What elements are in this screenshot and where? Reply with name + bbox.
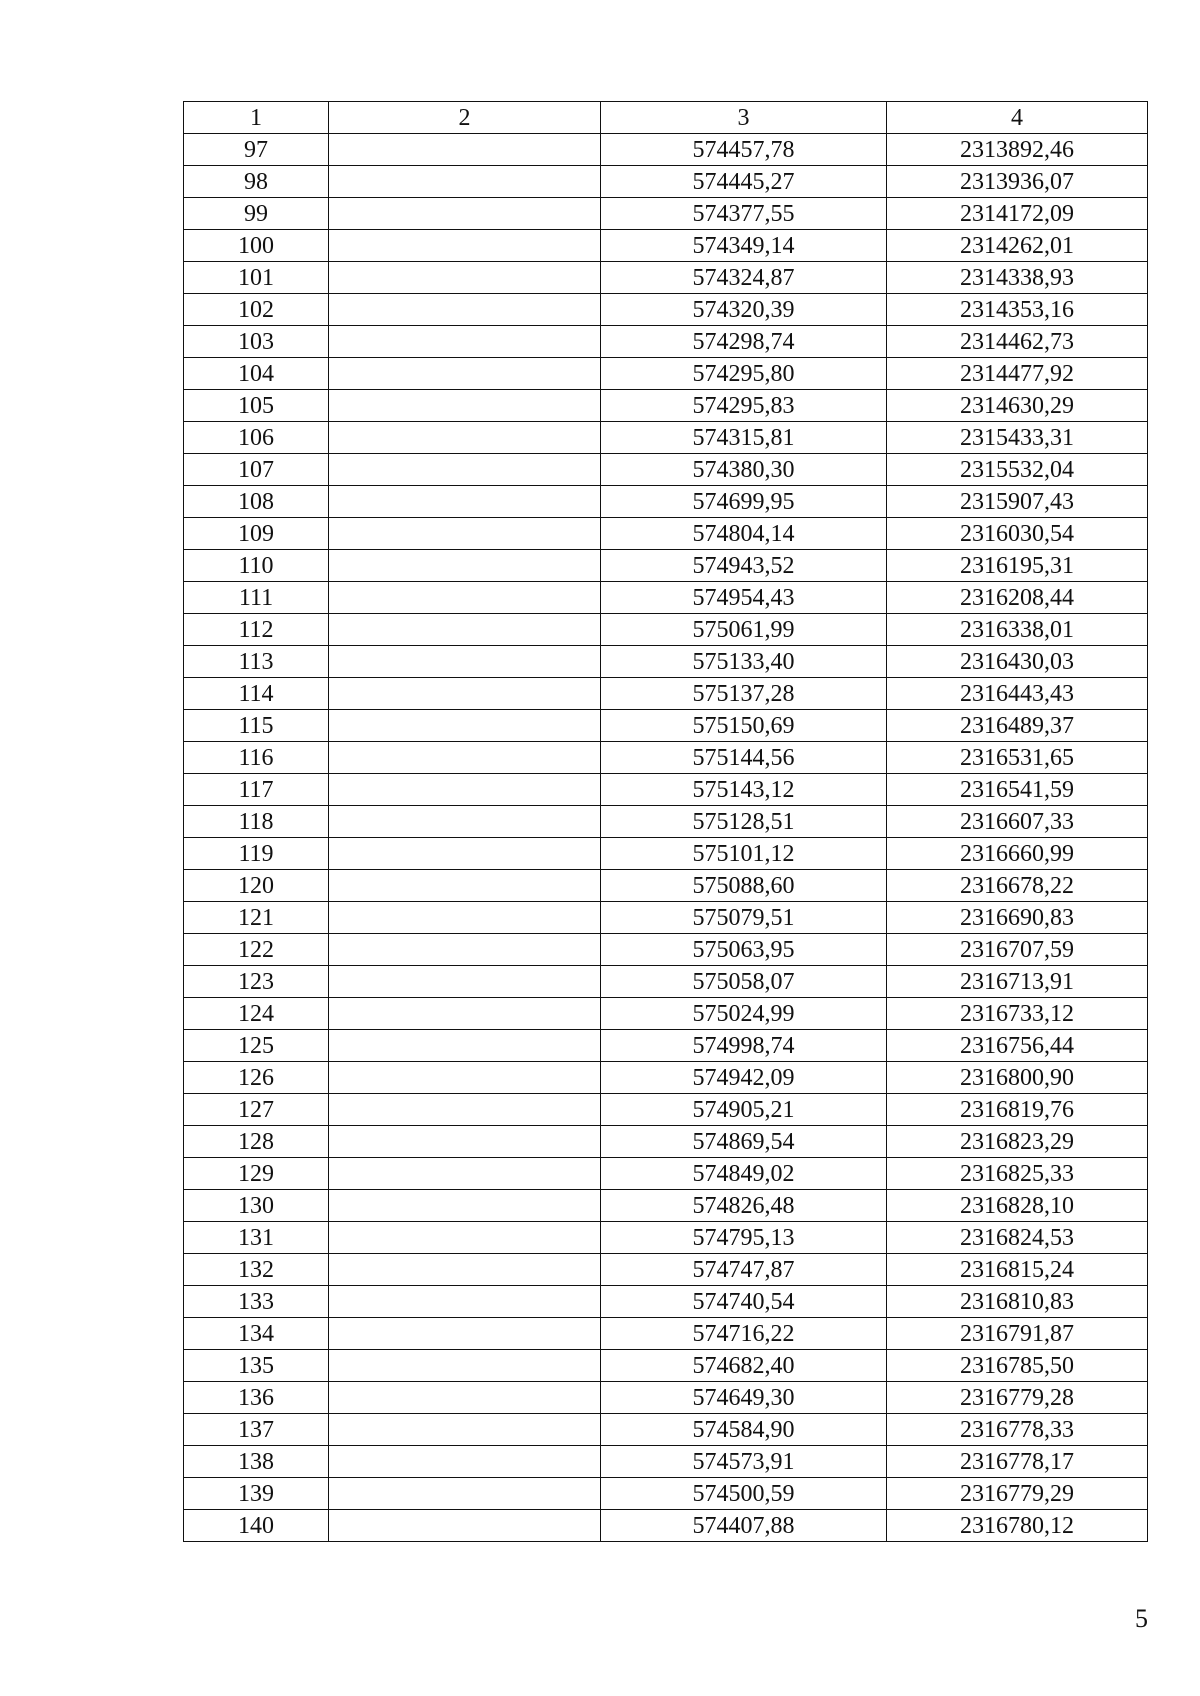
x-coordinate-cell: 574826,48 bbox=[601, 1190, 887, 1222]
x-coordinate-cell: 574380,30 bbox=[601, 454, 887, 486]
point-number-cell: 123 bbox=[184, 966, 329, 998]
x-coordinate-cell: 574954,43 bbox=[601, 582, 887, 614]
x-coordinate-cell: 574740,54 bbox=[601, 1286, 887, 1318]
point-number-cell: 103 bbox=[184, 326, 329, 358]
x-coordinate-cell: 575088,60 bbox=[601, 870, 887, 902]
x-coordinate-cell: 574407,88 bbox=[601, 1510, 887, 1542]
x-coordinate-cell: 574649,30 bbox=[601, 1382, 887, 1414]
y-coordinate-cell: 2315433,31 bbox=[887, 422, 1148, 454]
description-cell bbox=[329, 1190, 601, 1222]
y-coordinate-cell: 2316678,22 bbox=[887, 870, 1148, 902]
x-coordinate-cell: 574320,39 bbox=[601, 294, 887, 326]
description-cell bbox=[329, 358, 601, 390]
description-cell bbox=[329, 774, 601, 806]
table-row bbox=[184, 902, 1148, 934]
y-coordinate-cell: 2316810,83 bbox=[887, 1286, 1148, 1318]
table-header-row bbox=[184, 102, 1148, 134]
description-cell bbox=[329, 326, 601, 358]
y-coordinate-cell: 2313936,07 bbox=[887, 166, 1148, 198]
description-cell bbox=[329, 1350, 601, 1382]
x-coordinate-cell: 574295,80 bbox=[601, 358, 887, 390]
point-number-cell: 140 bbox=[184, 1510, 329, 1542]
x-coordinate-cell: 574324,87 bbox=[601, 262, 887, 294]
point-number-cell: 120 bbox=[184, 870, 329, 902]
x-coordinate-cell: 574315,81 bbox=[601, 422, 887, 454]
point-number-cell: 119 bbox=[184, 838, 329, 870]
point-number-cell: 136 bbox=[184, 1382, 329, 1414]
x-coordinate-cell: 574699,95 bbox=[601, 486, 887, 518]
y-coordinate-cell: 2315907,43 bbox=[887, 486, 1148, 518]
y-coordinate-cell: 2316430,03 bbox=[887, 646, 1148, 678]
table-row bbox=[184, 550, 1148, 582]
table-row bbox=[184, 1478, 1148, 1510]
table-row bbox=[184, 454, 1148, 486]
description-cell bbox=[329, 1382, 601, 1414]
point-number-cell: 114 bbox=[184, 678, 329, 710]
x-coordinate-cell: 574377,55 bbox=[601, 198, 887, 230]
point-number-cell: 122 bbox=[184, 934, 329, 966]
y-coordinate-cell: 2316779,29 bbox=[887, 1478, 1148, 1510]
point-number-cell: 124 bbox=[184, 998, 329, 1030]
x-coordinate-cell: 575061,99 bbox=[601, 614, 887, 646]
y-coordinate-cell: 2316778,33 bbox=[887, 1414, 1148, 1446]
y-coordinate-cell: 2314462,73 bbox=[887, 326, 1148, 358]
x-coordinate-cell: 574998,74 bbox=[601, 1030, 887, 1062]
y-coordinate-cell: 2316785,50 bbox=[887, 1350, 1148, 1382]
y-coordinate-cell: 2316819,76 bbox=[887, 1094, 1148, 1126]
description-cell bbox=[329, 934, 601, 966]
y-coordinate-cell: 2315532,04 bbox=[887, 454, 1148, 486]
description-cell bbox=[329, 1222, 601, 1254]
table-body bbox=[184, 134, 1148, 1542]
y-coordinate-cell: 2316030,54 bbox=[887, 518, 1148, 550]
x-coordinate-cell: 575101,12 bbox=[601, 838, 887, 870]
point-number-cell: 97 bbox=[184, 134, 329, 166]
point-number-cell: 126 bbox=[184, 1062, 329, 1094]
y-coordinate-cell: 2316828,10 bbox=[887, 1190, 1148, 1222]
point-number-cell: 105 bbox=[184, 390, 329, 422]
y-coordinate-cell: 2316823,29 bbox=[887, 1126, 1148, 1158]
point-number-cell: 107 bbox=[184, 454, 329, 486]
point-number-cell: 100 bbox=[184, 230, 329, 262]
table-row bbox=[184, 1222, 1148, 1254]
x-coordinate-cell: 574942,09 bbox=[601, 1062, 887, 1094]
x-coordinate-cell: 574573,91 bbox=[601, 1446, 887, 1478]
description-cell bbox=[329, 390, 601, 422]
point-number-cell: 118 bbox=[184, 806, 329, 838]
description-cell bbox=[329, 742, 601, 774]
description-cell bbox=[329, 966, 601, 998]
point-number-cell: 137 bbox=[184, 1414, 329, 1446]
y-coordinate-cell: 2316707,59 bbox=[887, 934, 1148, 966]
point-number-cell: 109 bbox=[184, 518, 329, 550]
description-cell bbox=[329, 582, 601, 614]
description-cell bbox=[329, 1062, 601, 1094]
description-cell bbox=[329, 230, 601, 262]
description-cell bbox=[329, 838, 601, 870]
description-cell bbox=[329, 1510, 601, 1542]
description-cell bbox=[329, 198, 601, 230]
x-coordinate-cell: 574682,40 bbox=[601, 1350, 887, 1382]
description-cell bbox=[329, 1286, 601, 1318]
table-row bbox=[184, 1382, 1148, 1414]
y-coordinate-cell: 2316780,12 bbox=[887, 1510, 1148, 1542]
table-row bbox=[184, 486, 1148, 518]
point-number-cell: 98 bbox=[184, 166, 329, 198]
x-coordinate-cell: 575137,28 bbox=[601, 678, 887, 710]
description-cell bbox=[329, 518, 601, 550]
table-row bbox=[184, 710, 1148, 742]
y-coordinate-cell: 2316690,83 bbox=[887, 902, 1148, 934]
x-coordinate-cell: 574747,87 bbox=[601, 1254, 887, 1286]
y-coordinate-cell: 2316825,33 bbox=[887, 1158, 1148, 1190]
table-row bbox=[184, 678, 1148, 710]
table-row bbox=[184, 582, 1148, 614]
x-coordinate-cell: 574804,14 bbox=[601, 518, 887, 550]
x-coordinate-cell: 574349,14 bbox=[601, 230, 887, 262]
description-cell bbox=[329, 454, 601, 486]
description-cell bbox=[329, 1478, 601, 1510]
table-row bbox=[184, 1286, 1148, 1318]
description-cell bbox=[329, 806, 601, 838]
point-number-cell: 115 bbox=[184, 710, 329, 742]
column-header-1: 1 bbox=[184, 102, 329, 134]
x-coordinate-cell: 574500,59 bbox=[601, 1478, 887, 1510]
point-number-cell: 138 bbox=[184, 1446, 329, 1478]
point-number-cell: 131 bbox=[184, 1222, 329, 1254]
x-coordinate-cell: 575128,51 bbox=[601, 806, 887, 838]
table-row bbox=[184, 742, 1148, 774]
y-coordinate-cell: 2314477,92 bbox=[887, 358, 1148, 390]
y-coordinate-cell: 2316713,91 bbox=[887, 966, 1148, 998]
point-number-cell: 101 bbox=[184, 262, 329, 294]
point-number-cell: 135 bbox=[184, 1350, 329, 1382]
table-row bbox=[184, 294, 1148, 326]
y-coordinate-cell: 2316531,65 bbox=[887, 742, 1148, 774]
point-number-cell: 125 bbox=[184, 1030, 329, 1062]
table-row bbox=[184, 614, 1148, 646]
y-coordinate-cell: 2316778,17 bbox=[887, 1446, 1148, 1478]
description-cell bbox=[329, 1030, 601, 1062]
x-coordinate-cell: 574905,21 bbox=[601, 1094, 887, 1126]
table-row bbox=[184, 1254, 1148, 1286]
point-number-cell: 121 bbox=[184, 902, 329, 934]
description-cell bbox=[329, 262, 601, 294]
description-cell bbox=[329, 1318, 601, 1350]
table-row bbox=[184, 422, 1148, 454]
point-number-cell: 112 bbox=[184, 614, 329, 646]
description-cell bbox=[329, 1254, 601, 1286]
description-cell bbox=[329, 486, 601, 518]
x-coordinate-cell: 574849,02 bbox=[601, 1158, 887, 1190]
table-row bbox=[184, 1510, 1148, 1542]
point-number-cell: 117 bbox=[184, 774, 329, 806]
description-cell bbox=[329, 1126, 601, 1158]
x-coordinate-cell: 574445,27 bbox=[601, 166, 887, 198]
table-row bbox=[184, 774, 1148, 806]
x-coordinate-cell: 575063,95 bbox=[601, 934, 887, 966]
y-coordinate-cell: 2316791,87 bbox=[887, 1318, 1148, 1350]
y-coordinate-cell: 2316815,24 bbox=[887, 1254, 1148, 1286]
point-number-cell: 130 bbox=[184, 1190, 329, 1222]
table-row bbox=[184, 1030, 1148, 1062]
y-coordinate-cell: 2316489,37 bbox=[887, 710, 1148, 742]
x-coordinate-cell: 575143,12 bbox=[601, 774, 887, 806]
point-number-cell: 106 bbox=[184, 422, 329, 454]
point-number-cell: 129 bbox=[184, 1158, 329, 1190]
description-cell bbox=[329, 870, 601, 902]
description-cell bbox=[329, 550, 601, 582]
table-row bbox=[184, 1446, 1148, 1478]
x-coordinate-cell: 574795,13 bbox=[601, 1222, 887, 1254]
table-row bbox=[184, 998, 1148, 1030]
table-row bbox=[184, 262, 1148, 294]
column-header-4: 4 bbox=[887, 102, 1148, 134]
page-number: 5 bbox=[1135, 1604, 1148, 1633]
x-coordinate-cell: 575150,69 bbox=[601, 710, 887, 742]
point-number-cell: 128 bbox=[184, 1126, 329, 1158]
description-cell bbox=[329, 134, 601, 166]
table-row bbox=[184, 1158, 1148, 1190]
x-coordinate-cell: 574943,52 bbox=[601, 550, 887, 582]
description-cell bbox=[329, 678, 601, 710]
table-row bbox=[184, 838, 1148, 870]
coordinates-table bbox=[183, 101, 1148, 1542]
table-row bbox=[184, 198, 1148, 230]
description-cell bbox=[329, 294, 601, 326]
x-coordinate-cell: 574869,54 bbox=[601, 1126, 887, 1158]
y-coordinate-cell: 2316208,44 bbox=[887, 582, 1148, 614]
table-row bbox=[184, 134, 1148, 166]
y-coordinate-cell: 2316195,31 bbox=[887, 550, 1148, 582]
table-row bbox=[184, 358, 1148, 390]
y-coordinate-cell: 2316607,33 bbox=[887, 806, 1148, 838]
table-row bbox=[184, 518, 1148, 550]
y-coordinate-cell: 2316541,59 bbox=[887, 774, 1148, 806]
table-row bbox=[184, 1318, 1148, 1350]
point-number-cell: 134 bbox=[184, 1318, 329, 1350]
x-coordinate-cell: 574298,74 bbox=[601, 326, 887, 358]
table-row bbox=[184, 870, 1148, 902]
table-row bbox=[184, 966, 1148, 998]
description-cell bbox=[329, 646, 601, 678]
description-cell bbox=[329, 166, 601, 198]
y-coordinate-cell: 2314353,16 bbox=[887, 294, 1148, 326]
table-row bbox=[184, 1350, 1148, 1382]
point-number-cell: 139 bbox=[184, 1478, 329, 1510]
table-row bbox=[184, 166, 1148, 198]
column-header-2: 2 bbox=[329, 102, 601, 134]
y-coordinate-cell: 2316443,43 bbox=[887, 678, 1148, 710]
y-coordinate-cell: 2316779,28 bbox=[887, 1382, 1148, 1414]
y-coordinate-cell: 2316824,53 bbox=[887, 1222, 1148, 1254]
point-number-cell: 113 bbox=[184, 646, 329, 678]
point-number-cell: 132 bbox=[184, 1254, 329, 1286]
description-cell bbox=[329, 614, 601, 646]
table-row bbox=[184, 1062, 1148, 1094]
table-row bbox=[184, 230, 1148, 262]
y-coordinate-cell: 2313892,46 bbox=[887, 134, 1148, 166]
point-number-cell: 111 bbox=[184, 582, 329, 614]
column-header-3: 3 bbox=[601, 102, 887, 134]
description-cell bbox=[329, 1158, 601, 1190]
description-cell bbox=[329, 1094, 601, 1126]
point-number-cell: 133 bbox=[184, 1286, 329, 1318]
table-row bbox=[184, 1190, 1148, 1222]
point-number-cell: 116 bbox=[184, 742, 329, 774]
x-coordinate-cell: 574457,78 bbox=[601, 134, 887, 166]
x-coordinate-cell: 574584,90 bbox=[601, 1414, 887, 1446]
y-coordinate-cell: 2314630,29 bbox=[887, 390, 1148, 422]
x-coordinate-cell: 575133,40 bbox=[601, 646, 887, 678]
table-row bbox=[184, 646, 1148, 678]
y-coordinate-cell: 2314172,09 bbox=[887, 198, 1148, 230]
point-number-cell: 104 bbox=[184, 358, 329, 390]
description-cell bbox=[329, 422, 601, 454]
y-coordinate-cell: 2316756,44 bbox=[887, 1030, 1148, 1062]
description-cell bbox=[329, 1446, 601, 1478]
table-row bbox=[184, 934, 1148, 966]
table-row bbox=[184, 390, 1148, 422]
y-coordinate-cell: 2314338,93 bbox=[887, 262, 1148, 294]
table-row bbox=[184, 1094, 1148, 1126]
table-row bbox=[184, 806, 1148, 838]
point-number-cell: 102 bbox=[184, 294, 329, 326]
description-cell bbox=[329, 902, 601, 934]
description-cell bbox=[329, 998, 601, 1030]
y-coordinate-cell: 2316660,99 bbox=[887, 838, 1148, 870]
table-row bbox=[184, 1414, 1148, 1446]
table-row bbox=[184, 326, 1148, 358]
x-coordinate-cell: 575079,51 bbox=[601, 902, 887, 934]
point-number-cell: 127 bbox=[184, 1094, 329, 1126]
x-coordinate-cell: 575058,07 bbox=[601, 966, 887, 998]
point-number-cell: 99 bbox=[184, 198, 329, 230]
y-coordinate-cell: 2316733,12 bbox=[887, 998, 1148, 1030]
x-coordinate-cell: 574716,22 bbox=[601, 1318, 887, 1350]
point-number-cell: 110 bbox=[184, 550, 329, 582]
x-coordinate-cell: 575024,99 bbox=[601, 998, 887, 1030]
table-row bbox=[184, 1126, 1148, 1158]
description-cell bbox=[329, 710, 601, 742]
x-coordinate-cell: 574295,83 bbox=[601, 390, 887, 422]
x-coordinate-cell: 575144,56 bbox=[601, 742, 887, 774]
point-number-cell: 108 bbox=[184, 486, 329, 518]
y-coordinate-cell: 2314262,01 bbox=[887, 230, 1148, 262]
y-coordinate-cell: 2316800,90 bbox=[887, 1062, 1148, 1094]
description-cell bbox=[329, 1414, 601, 1446]
y-coordinate-cell: 2316338,01 bbox=[887, 614, 1148, 646]
